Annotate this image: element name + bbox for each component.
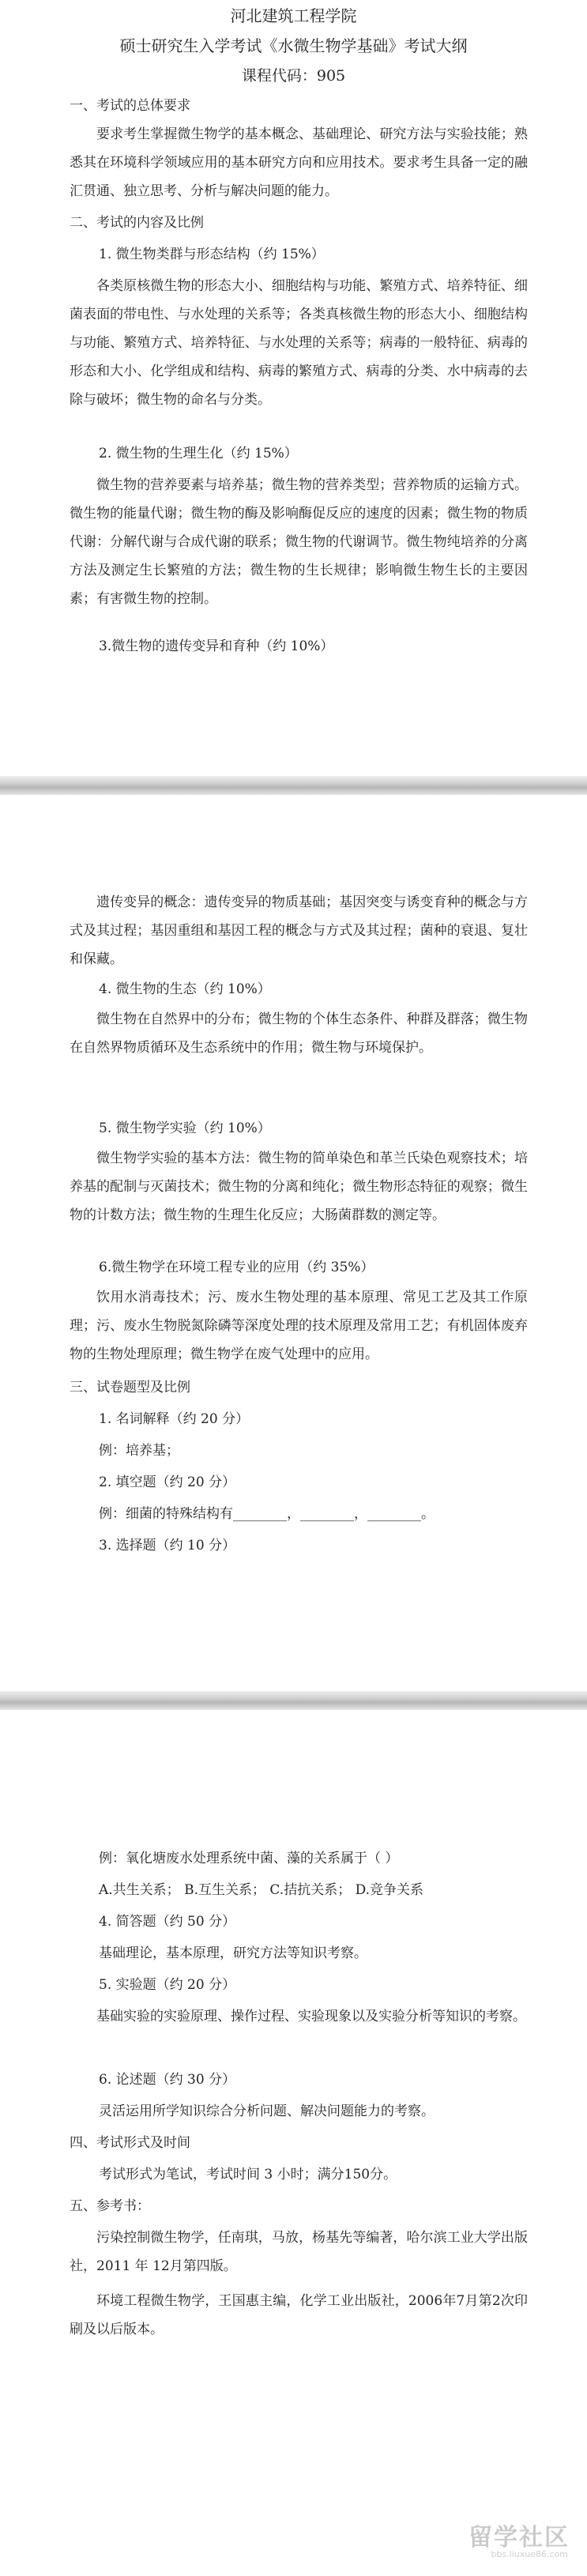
section-heading-5: 五、参考书：: [70, 2198, 150, 2214]
course-code: 课程代码：905: [241, 67, 346, 85]
reference-1: 污染控制微生物学，任南琪，马放，杨基先等编著，哈尔滨工业大学出版社，2011 年 12月第四版。: [70, 2230, 528, 2274]
question-example-1: 例：培养基；: [99, 1443, 179, 1459]
question-options-3: A.共生关系； B.互生关系； C.拮抗关系； D.竞争关系: [99, 1882, 424, 1898]
page-3: [0, 1712, 587, 2576]
section-body-4: 考试形式为笔试，考试时间 3 小时；满分150分。: [99, 2167, 397, 2182]
question-heading-3: 3. 选择题（约 10 分）: [99, 1538, 236, 1554]
question-example-2: 例：细菌的特殊结构有________，________，________。: [99, 1506, 435, 1522]
item-heading-1: 1. 微生物类群与形态结构（约 15%）: [99, 247, 325, 262]
exam-title: 硕士研究生入学考试《水微生物学基础》考试大纲: [119, 36, 468, 55]
item-body-4: 微生物在自然界中的分布；微生物的个体生态条件、种群及群落；微生物在自然界物质循环及生态系统中的作用；微生物与环境保护。: [70, 1011, 528, 1056]
section-heading-3: 三、试卷题型及比例: [70, 1380, 190, 1395]
section-heading-4: 四、考试形式及时间: [70, 2135, 190, 2151]
item-heading-2: 2. 微生物的生理生化（约 15%）: [99, 446, 298, 461]
question-heading-2: 2. 填空题（约 20 分）: [99, 1474, 236, 1490]
item-heading-5: 5. 微生物学实验（约 10%）: [99, 1120, 271, 1136]
school-name: 河北建筑工程学院: [230, 6, 357, 25]
item-heading-4: 4. 微生物的生态（约 10%）: [99, 981, 271, 997]
item-body-3: 遗传变异的概念：遗传变异的物质基础；基因突变与诱变育种的概念与方式及其过程；基因重组和基因工程的概念与方式及其过程；菌种的衰退、复壮和保藏。: [70, 894, 528, 967]
page-separator-1: [0, 776, 587, 795]
item-heading-3: 3.微生物的遗传变异和育种（约 10%）: [99, 638, 334, 654]
question-heading-1: 1. 名词解释（约 20 分）: [99, 1411, 250, 1427]
section-heading-1: 一、考试的总体要求: [70, 98, 190, 114]
item-body-2: 微生物的营养要素与培养基；微生物的营养类型；营养物质的运输方式。微生物的能量代谢；微生物的酶及影响酶促反应的速度的因素；微生物的物质代谢：分解代谢与合成代谢的联系；微生物的代谢调节。微生物纯培养的分离方法及测定生长繁殖的方法；微生物的生长规律；影响微生物生长的主要因素；有害微生物的控制。: [70, 477, 528, 607]
question-heading-5: 5. 实验题（约 20 分）: [99, 1977, 236, 1993]
page-separator-2: [0, 1691, 587, 1710]
page-2: [0, 797, 587, 1689]
question-heading-4: 4. 简答题（约 50 分）: [99, 1914, 236, 1930]
watermark-url: bbs.liuxue86.com: [491, 2549, 568, 2559]
section-body-1: 要求考生掌握微生物学的基本概念、基础理论、研究方法与实验技能；熟悉其在环境科学领域应用的基本研究方向和应用技术。要求考生具备一定的融汇贯通、独立思考、分析与解决问题的能力。: [70, 126, 528, 199]
page-1: [0, 0, 587, 774]
question-body-5: 基础实验的实验原理、操作过程、实验现象以及实验分析等知识的考察。: [96, 2009, 526, 2024]
item-body-6: 饮用水消毒技术；污、废水生物处理的基本原理、常见工艺及其工作原理；污、废水生物脱氮除磷等深度处理的技术原理及常用工艺；有机固体废弃物的生物处理原理；微生物学在废气处理中的应用。: [70, 1290, 528, 1362]
item-body-1: 各类原核微生物的形态大小、细胞结构与功能、繁殖方式、培养特征、细菌表面的带电性、与水处理的关系等；各类真核微生物的形态大小、细胞结构与功能、繁殖方式、培养特征、与水处理的关系等；病毒的一般特征、病毒的形态和大小、化学组成和结构、病毒的繁殖方式、病毒的分类、水中病毒的去除与破坏；微生物的命名与分类。: [70, 278, 528, 408]
question-body-4: 基础理论，基本原理，研究方法等知识考察。: [99, 1945, 367, 1961]
watermark-logo: [454, 2516, 573, 2565]
question-body-6: 灵活运用所学知识综合分析问题、解决问题能力的考察。: [99, 2103, 435, 2119]
item-heading-6: 6.微生物学在环境工程专业的应用（约 35%）: [99, 1260, 374, 1275]
item-body-5: 微生物学实验的基本方法：微生物的简单染色和革兰氏染色观察技术；培养基的配制与灭菌技术；微生物的分离和纯化；微生物形态特征的观察；微生物的计数方法；微生物的生理生化反应；大肠菌群数的测定等。: [70, 1151, 528, 1223]
watermark-text: 留学社区: [468, 2524, 570, 2552]
reference-2: 环境工程微生物学，王国惠主编，化学工业出版社，2006年7月第2次印刷及以后版本。: [70, 2293, 528, 2337]
question-heading-6: 6. 论述题（约 30 分）: [99, 2072, 236, 2088]
question-example-3: 例：氧化塘废水处理系统中菌、藻的关系属于（ ）: [99, 1851, 399, 1866]
section-heading-2: 二、考试的内容及比例: [70, 215, 204, 231]
